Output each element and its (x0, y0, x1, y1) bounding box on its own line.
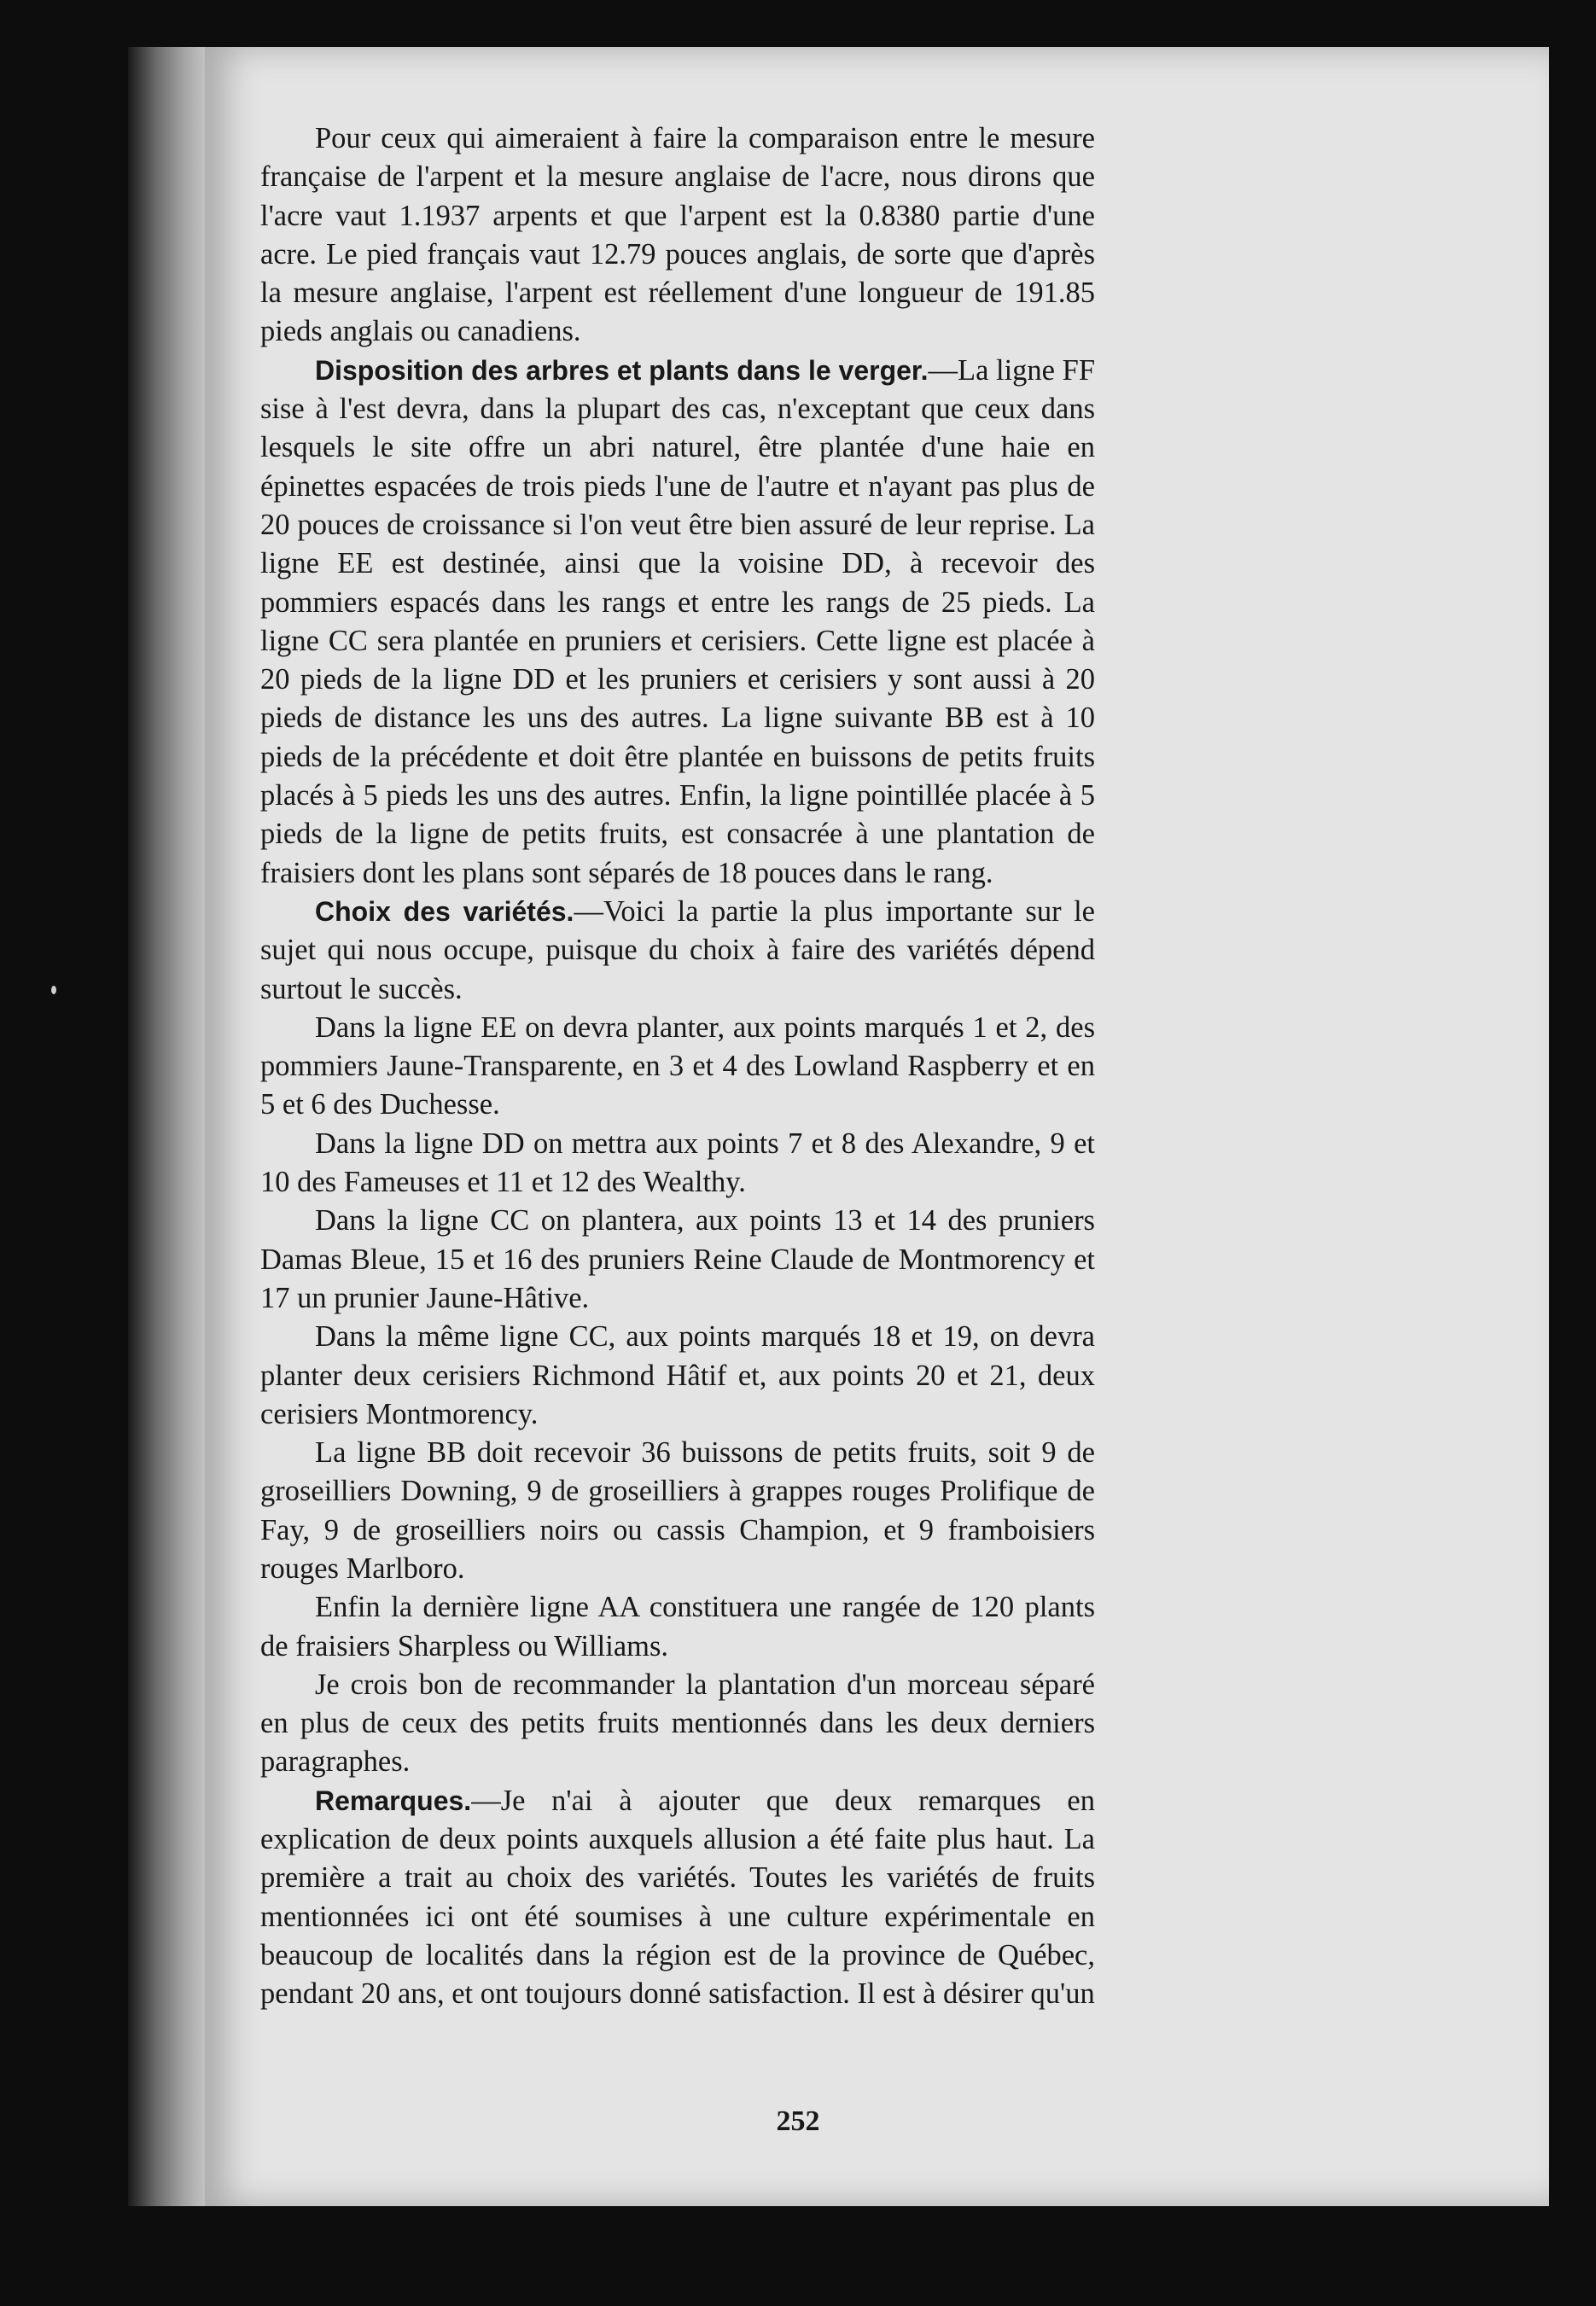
paragraph-text: Enfin la dernière ligne AA constituera une rangée de 120 plants de fraisiers Sharpless ou Williams. (260, 1591, 1095, 1663)
paragraph-1 (260, 119, 1095, 352)
paragraph-text: —La ligne FF sise à l'est devra, dans la plupart des cas, n'exceptant que ceux dans lesquels le site offre un abri naturel, être plantée d'une haie en épinettes espacées de trois pieds l'une de l'autre et n'ayant pas plus de 20 pouces de croissance si l'on veut être bien assuré de leur reprise. La ligne EE est destinée, ainsi que la voisine DD, à recevoir des pommiers espacés dans les rangs et entre les rangs de 25 pieds. La ligne CC sera plantée en pruniers et cerisiers. Cette ligne est placée à 20 pieds de la ligne DD et les pruniers et cerisiers y sont aussi à 20 pieds de distance les uns des autres. La ligne suivante BB est à 10 pieds de la précédente et doit être plantée en buissons de petits fruits placés à 5 pieds les uns des autres. Enfin, la ligne pointillée placée à 5 pieds de la ligne de petits fruits, est consacrée à une plantation de fraisiers dont les plans sont séparés de 18 pouces dans le rang. (260, 353, 1096, 889)
paragraph-text: —Je n'ai à ajouter que deux remarques en explication de deux points auxquels allusion a été faite plus haut. La première a trait au choix des variétés. Toutes les variétés de fruits mentionnées ici ont été soumises à une culture expérimentale en beaucoup de localités dans la région est de la province de Québec, pendant 20 ans, et ont toujours donné satisfaction. Il est à désirer qu'un (260, 1784, 1095, 2011)
paragraph-5 (260, 1125, 1095, 1202)
paragraph-text: Dans la même ligne CC, aux points marqués 18 et 19, on devra planter deux cerisiers Richmond Hâtif et, aux points 20 et 21, deux cerisiers Montmorency. (260, 1320, 1095, 1430)
body-text (260, 119, 1095, 2014)
paragraph-3 (260, 893, 1095, 1009)
paragraph-text: Dans la ligne EE on devra planter, aux points marqués 1 et 2, des pommiers Jaune-Transparente, en 3 et 4 des Lowland Raspberry et en 5 et 6 des Duchesse. (260, 1010, 1095, 1121)
paragraph-text: Pour ceux qui aimeraient à faire la comparaison entre le mesure française de l'arpent et la mesure anglaise de l'acre, nous dirons que l'acre vaut 1.1937 arpents et que l'arpent est la 0.8380 partie d'une acre. Le pied français vaut 12.79 pouces anglais, de sorte que d'après la mesure anglaise, l'arpent est réellement d'une longueur de 191.85 pieds anglais ou canadiens. (260, 122, 1095, 348)
paragraph-2 (260, 352, 1095, 893)
paragraph-text: —Voici la partie la plus importante sur le sujet qui nous occupe, puisque du choix à faire des variétés dépend surtout le succès. (260, 894, 1095, 1005)
paragraph-11 (260, 1782, 1095, 2014)
paragraph-text: La ligne BB doit recevoir 36 buissons de petits fruits, soit 9 de groseilliers Downing, 9 de groseilliers à grappes rouges Prolifique de Fay, 9 de groseilliers noirs ou cassis Champion, et 9 framboisiers rouges Marlboro. (260, 1436, 1095, 1585)
paragraph-text: Dans la ligne CC on plantera, aux points 13 et 14 des pruniers Damas Bleue, 15 et 16 des pruniers Reine Claude de Montmorency et 17 un prunier Jaune-Hâtive. (260, 1204, 1095, 1314)
page-number: 252 (776, 2105, 820, 2137)
paragraph-6 (260, 1202, 1095, 1318)
paragraph-8 (260, 1434, 1095, 1588)
scan-speck (51, 986, 56, 994)
paragraph-text: Dans la ligne DD on mettra aux points 7 et 8 des Alexandre, 9 et 10 des Fameuses et 11 et 12 des Wealthy. (260, 1127, 1095, 1199)
paragraph-text: Je crois bon de recommander la plantation d'un morceau séparé en plus de ceux des petits fruits mentionnés dans les deux derniers paragraphes. (260, 1668, 1095, 1779)
paragraph-9 (260, 1588, 1095, 1666)
paragraph-10 (260, 1666, 1095, 1782)
paragraph-7 (260, 1318, 1095, 1434)
paragraph-heading: Choix des variétés. (315, 895, 574, 927)
paragraph-4 (260, 1009, 1095, 1125)
paragraph-heading: Disposition des arbres et plants dans le verger. (315, 354, 929, 386)
paragraph-heading: Remarques. (315, 1785, 472, 1816)
